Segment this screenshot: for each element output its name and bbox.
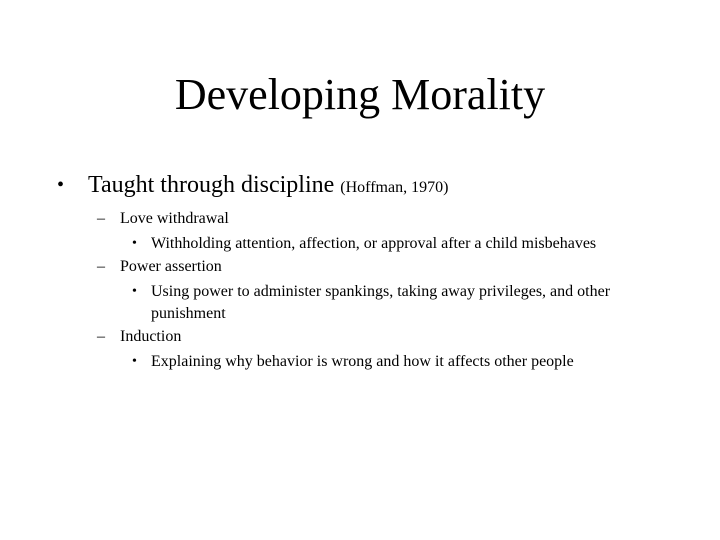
detail-text: Explaining why behavior is wrong and how it affects other people [151,353,574,370]
sub-item-induction [0,327,720,347]
sub-item-label: Power assertion [120,258,222,275]
sub-bullet-icon: • [132,284,137,299]
sub-item-label: Induction [120,328,182,345]
citation: (Hoffman, 1970) [340,179,449,196]
detail-power-assertion [0,281,720,325]
dash-icon: – [97,328,105,345]
slide-title: Developing Morality [174,70,546,119]
sub-bullet-icon: • [132,354,137,369]
sub-item-love-withdrawal [0,209,720,229]
dash-icon: – [97,258,105,275]
bullet-icon: • [57,174,65,196]
detail-induction [0,351,720,373]
detail-text: Using power to administer spankings, taking away privileges, and other punishment [151,283,611,322]
dash-icon: – [97,210,105,227]
slide-content [0,166,720,375]
sub-item-power-assertion [0,257,720,277]
detail-love-withdrawal [0,233,720,255]
sub-item-label: Love withdrawal [120,210,229,227]
detail-text: Withholding attention, affection, or approval after a child misbehaves [151,235,597,252]
sub-bullet-icon: • [132,236,137,251]
main-bullet-text: Taught through discipline [88,172,335,198]
main-bullet [0,166,720,207]
